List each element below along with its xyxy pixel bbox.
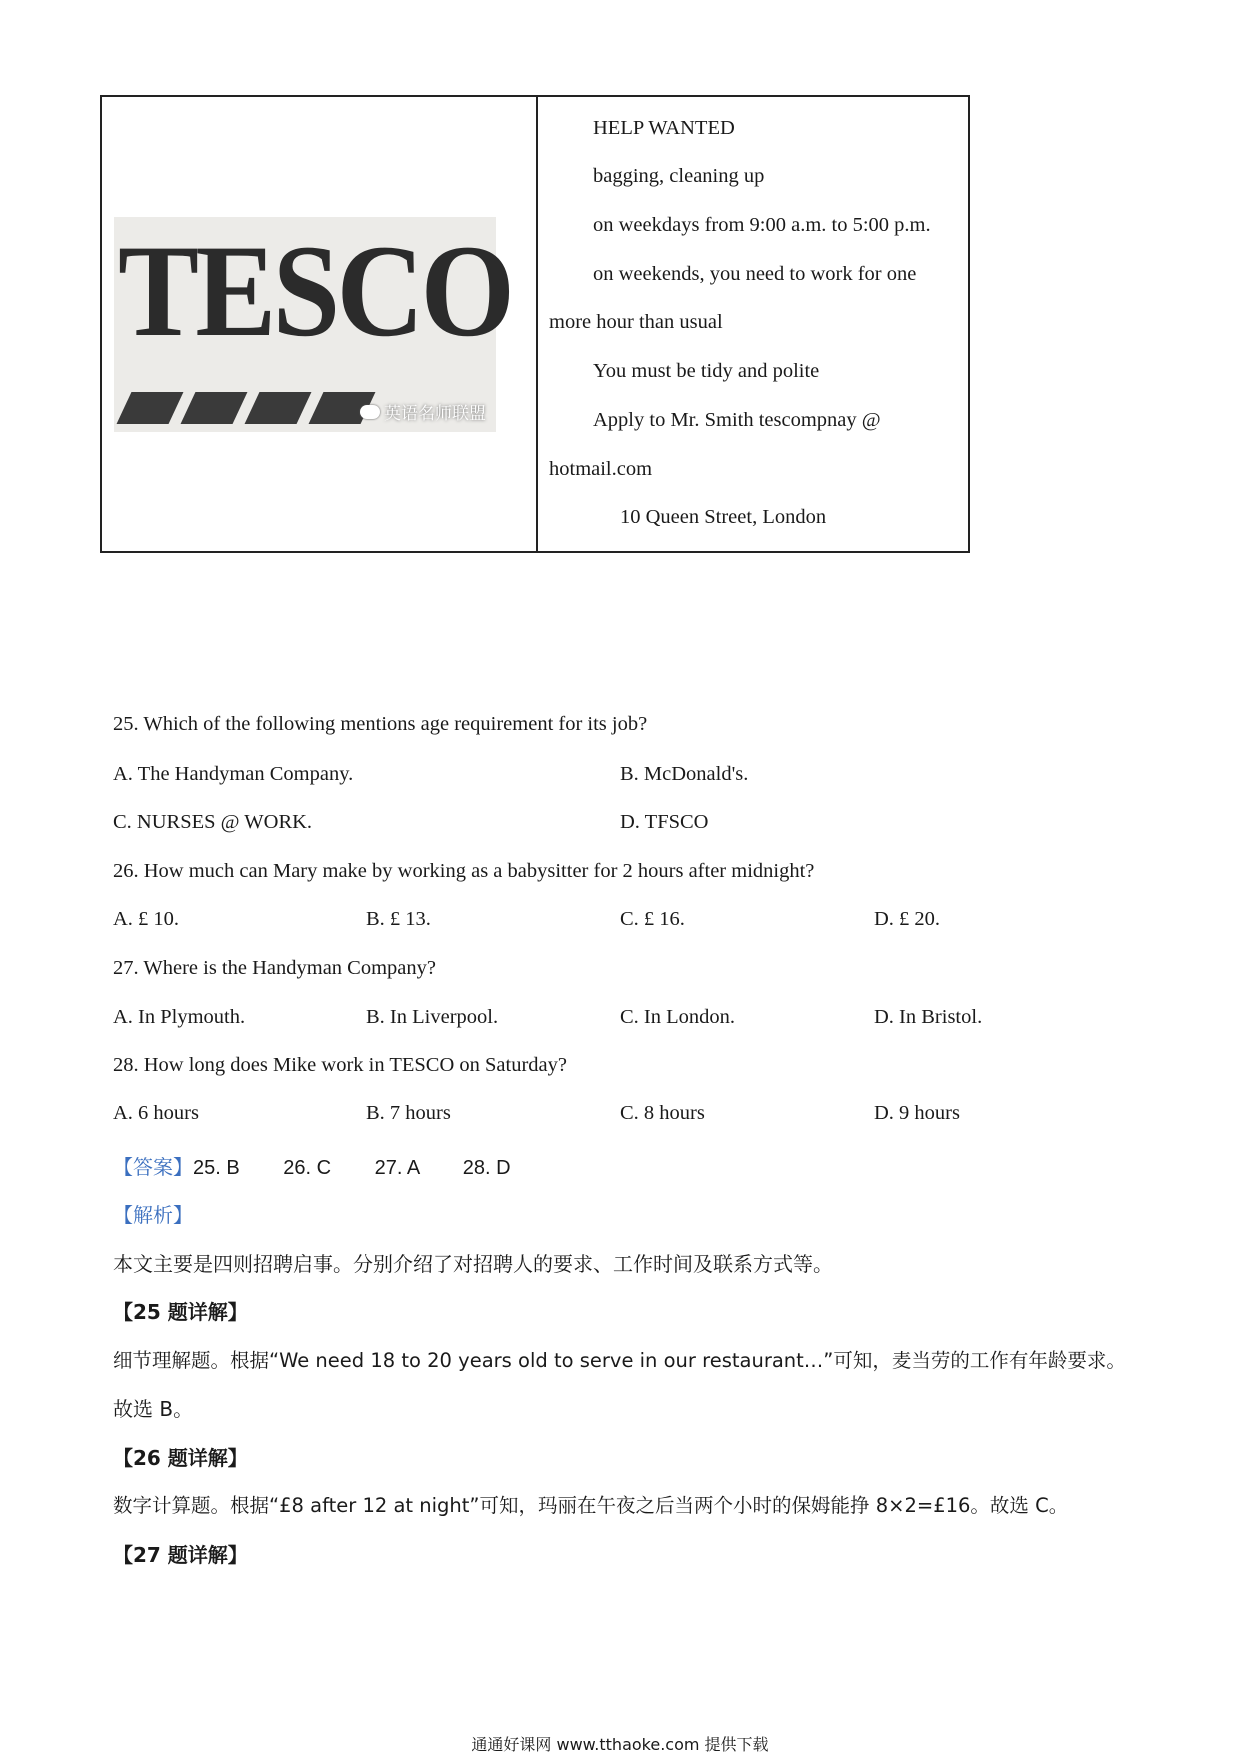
q27-option-d: D. In Bristol. xyxy=(874,1006,983,1028)
analysis-summary: 本文主要是四则招聘启事。分别介绍了对招聘人的要求、工作时间及联系方式等。 xyxy=(113,1252,833,1276)
ad-line-help-wanted: HELP WANTED xyxy=(593,117,735,139)
tesco-logo-text: TESCO xyxy=(118,217,512,364)
q25-option-d: D. TFSCO xyxy=(620,811,709,833)
q25-option-b: B. McDonald's. xyxy=(620,763,749,785)
question-28: 28. How long does Mike work in TESCO on Saturday? xyxy=(113,1054,568,1076)
answer-27: 27. A xyxy=(374,1157,420,1179)
question-25: 25. Which of the following mentions age requirement for its job? xyxy=(113,713,648,735)
logo-stripes xyxy=(124,392,368,424)
answer-28: 28. D xyxy=(462,1157,511,1179)
detail-26-heading: 【26 题详解】 xyxy=(113,1446,248,1470)
answer-25: 25. B xyxy=(193,1157,240,1179)
q25-option-a: A. The Handyman Company. xyxy=(113,763,354,785)
ad-line-email: hotmail.com xyxy=(549,458,653,480)
q26-option-c: C. £ 16. xyxy=(620,908,685,930)
detail-25-heading: 【25 题详解】 xyxy=(113,1300,248,1324)
ad-line-apply: Apply to Mr. Smith tescompnay @ xyxy=(593,409,881,431)
ad-logo-cell xyxy=(102,97,538,551)
q26-option-a: A. £ 10. xyxy=(113,908,180,930)
wechat-icon xyxy=(360,405,380,419)
ad-line-weekdays: on weekdays from 9:00 a.m. to 5:00 p.m. xyxy=(593,214,931,236)
page-footer: 通通好课网 www.tthaoke.com 提供下载 xyxy=(471,1735,769,1754)
q27-option-a: A. In Plymouth. xyxy=(113,1006,246,1028)
q27-option-b: B. In Liverpool. xyxy=(366,1006,499,1028)
q25-option-c: C. NURSES @ WORK. xyxy=(113,811,313,833)
ad-line-requirement: You must be tidy and polite xyxy=(593,360,820,382)
ad-line-extra-hour: more hour than usual xyxy=(549,311,723,333)
tesco-ad-table xyxy=(100,95,970,553)
ad-line-duties: bagging, cleaning up xyxy=(593,165,765,187)
analysis-label: 【解析】 xyxy=(113,1203,193,1227)
detail-25-line1: 细节理解题。根据“We need 18 to 20 years old to serve in our restaurant…”可知，麦当劳的工作有年龄要求。 xyxy=(113,1349,1126,1372)
q28-option-c: C. 8 hours xyxy=(620,1102,705,1124)
question-26: 26. How much can Mary make by working as a babysitter for 2 hours after midnight? xyxy=(113,860,815,882)
ad-text-cell xyxy=(538,97,968,551)
q28-option-a: A. 6 hours xyxy=(113,1102,199,1124)
q27-option-c: C. In London. xyxy=(620,1006,736,1028)
detail-25-line2: 故选 B。 xyxy=(113,1397,194,1421)
detail-27-heading: 【27 题详解】 xyxy=(113,1543,248,1567)
q28-option-b: B. 7 hours xyxy=(366,1102,451,1124)
q26-option-b: B. £ 13. xyxy=(366,908,431,930)
ad-line-weekends: on weekends, you need to work for one xyxy=(593,263,917,285)
tesco-logo-image xyxy=(114,217,512,432)
watermark: 英语名师联盟 xyxy=(360,399,486,424)
detail-26-line1: 数字计算题。根据“£8 after 12 at night”可知，玛丽在午夜之后当两个小时的保姆能挣 8×2=£16。故选 C。 xyxy=(113,1494,1069,1517)
answer-26: 26. C xyxy=(283,1157,332,1179)
q26-option-d: D. £ 20. xyxy=(874,908,941,930)
ad-line-address: 10 Queen Street, London xyxy=(620,506,827,528)
q28-option-d: D. 9 hours xyxy=(874,1102,960,1124)
answer-label: 【答案】 xyxy=(113,1155,193,1179)
question-27: 27. Where is the Handyman Company? xyxy=(113,957,436,979)
answer-line xyxy=(113,1151,511,1180)
